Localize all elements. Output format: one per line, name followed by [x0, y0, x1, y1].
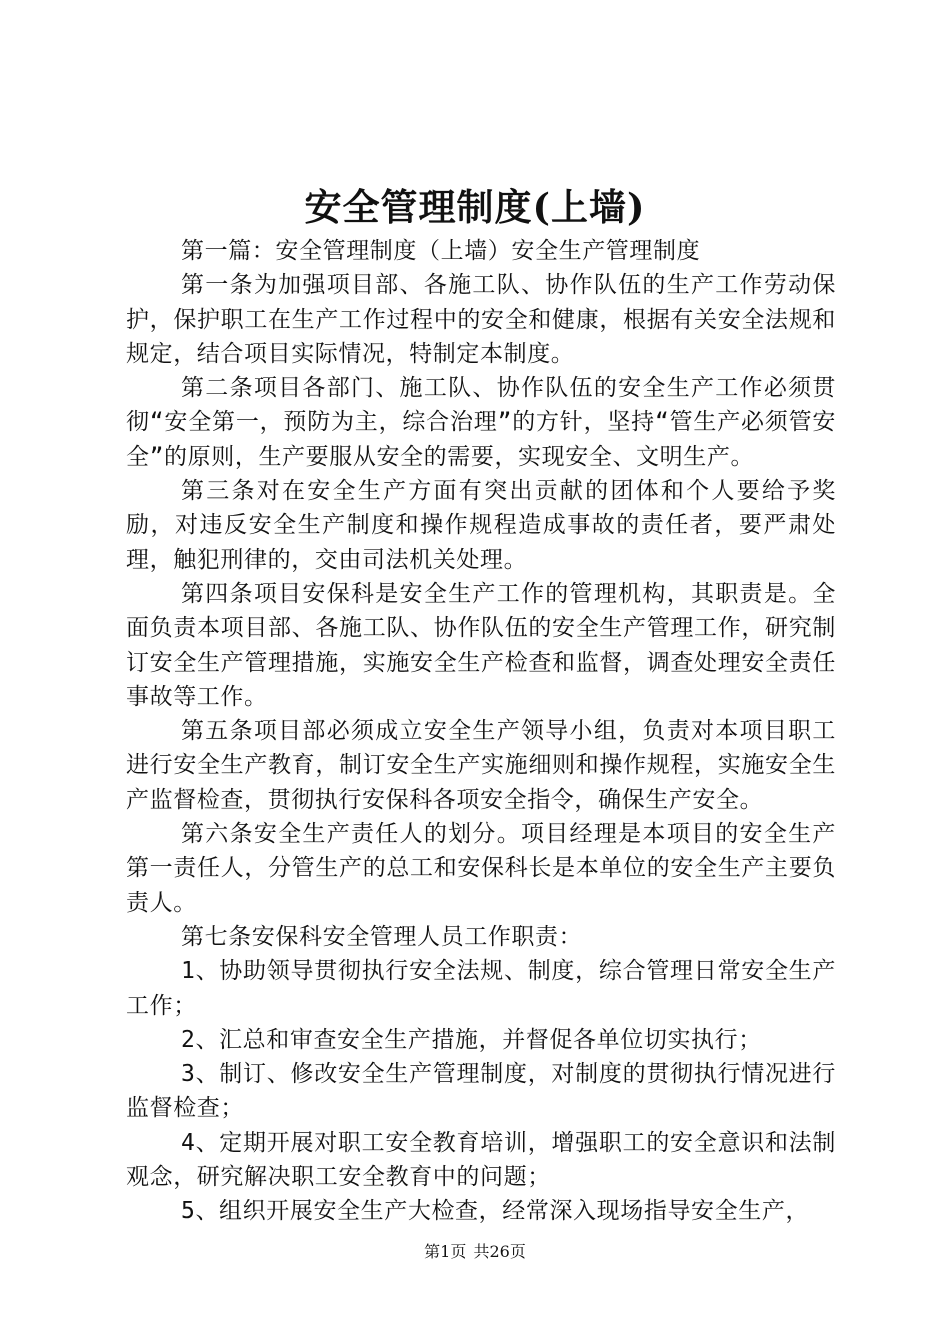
list-item: 5、组织开展安全生产大检查，经常深入现场指导安全生产， [181, 1198, 810, 1225]
list-item: 1、协助领导贯彻执行安全法规、制度，综合管理日常安全生产工作； [126, 958, 836, 1019]
paragraph: 第五条项目部必须成立安全生产领导小组，负责对本项目职工进行安全生产教育，制订安全生产实施细则和操作规程，实施安全生产监督检查，贯彻执行安保科各项安全指令，确保生产安全。 [126, 718, 836, 813]
paragraph: 第二条项目各部门、施工队、协作队伍的安全生产工作必须贯彻“安全第一，预防为主，综合治理”的方针，坚持“管生产必须管安全”的原则，生产要服从安全的需要，实现安全、文明生产。 [126, 375, 836, 470]
document-body [126, 234, 836, 1229]
paragraph: 第一条为加强项目部、各施工队、协作队伍的生产工作劳动保护，保护职工在生产工作过程中的安全和健康，根据有关安全法规和规定，结合项目实际情况，特制定本制度。 [126, 272, 836, 367]
page-total: 共26页 [473, 1242, 526, 1261]
paragraph: 第六条安全生产责任人的划分。项目经理是本项目的安全生产第一责任人，分管生产的总工和安保科长是本单位的安全生产主要负责人。 [126, 821, 836, 916]
list-item: 2、汇总和审查安全生产措施，并督促各单位切实执行； [181, 1026, 762, 1053]
page-footer [0, 1241, 950, 1263]
page-number: 第1页 [424, 1242, 467, 1261]
list-item: 4、定期开展对职工安全教育培训，增强职工的安全意识和法制观念，研究解决职工安全教育中的问题； [126, 1129, 836, 1191]
paragraph: 第一篇：安全管理制度（上墙）安全生产管理制度 [181, 238, 701, 264]
list-item: 3、制订、修改安全生产管理制度，对制度的贯彻执行情况进行监督检查； [126, 1061, 836, 1122]
paragraph: 第四条项目安保科是安全生产工作的管理机构，其职责是。全面负责本项目部、各施工队、协作队伍的安全生产管理工作，研究制订安全生产管理措施，实施安全生产检查和监督，调查处理安全责任事故等工作。 [126, 580, 836, 710]
paragraph: 第三条对在安全生产方面有突出贡献的团体和个人要给予奖励，对违反安全生产制度和操作规程造成事故的责任者，要严肃处理，触犯刑律的，交由司法机关处理。 [126, 478, 836, 573]
document-title: 安全管理制度(上墙) [304, 185, 646, 229]
paragraph: 第七条安保科安全管理人员工作职责： [181, 923, 583, 950]
